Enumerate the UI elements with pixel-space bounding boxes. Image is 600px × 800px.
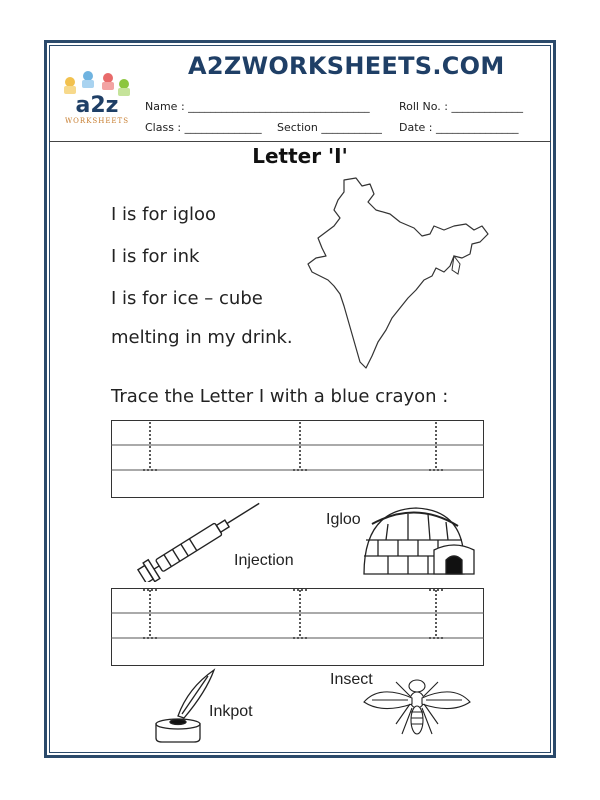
- insect-icon: [360, 674, 474, 740]
- logo-figure-icon: [119, 79, 129, 89]
- logo-figure-icon: [83, 71, 93, 81]
- igloo-label: Igloo: [326, 511, 361, 528]
- site-title: A2ZWORKSHEETS.COM: [188, 52, 505, 80]
- poem-line-2: I is for ink: [111, 246, 200, 267]
- trace-box-2[interactable]: [111, 588, 484, 666]
- injection-label: Injection: [234, 552, 294, 569]
- logo-figure-icon: [65, 77, 75, 87]
- date-field: Date : _______________: [399, 121, 519, 134]
- trace-box-1[interactable]: [111, 420, 484, 498]
- logo-figure-icon: [103, 73, 113, 83]
- logo-text: a2z: [75, 93, 119, 118]
- site-logo: [58, 70, 136, 126]
- worksheet-title: Letter 'I': [252, 144, 348, 168]
- inkpot-label: Inkpot: [209, 703, 253, 720]
- poem-line-1: I is for igloo: [111, 204, 217, 225]
- igloo-icon: [358, 500, 476, 580]
- header-divider: [49, 141, 551, 142]
- logo-subtext: WORKSHEETS: [64, 117, 130, 125]
- section-field: Section ___________: [277, 121, 382, 134]
- trace-instruction: Trace the Letter I with a blue crayon :: [111, 386, 449, 407]
- roll-no-field: Roll No. : _____________: [399, 100, 523, 113]
- poem-line-4: melting in my drink.: [111, 327, 293, 348]
- poem-line-3: I is for ice – cube: [111, 288, 263, 309]
- insect-label: Insect: [330, 671, 373, 688]
- name-field: Name : _________________________________: [145, 100, 370, 113]
- class-field: Class : ______________: [145, 121, 262, 134]
- india-map-icon: [304, 176, 490, 372]
